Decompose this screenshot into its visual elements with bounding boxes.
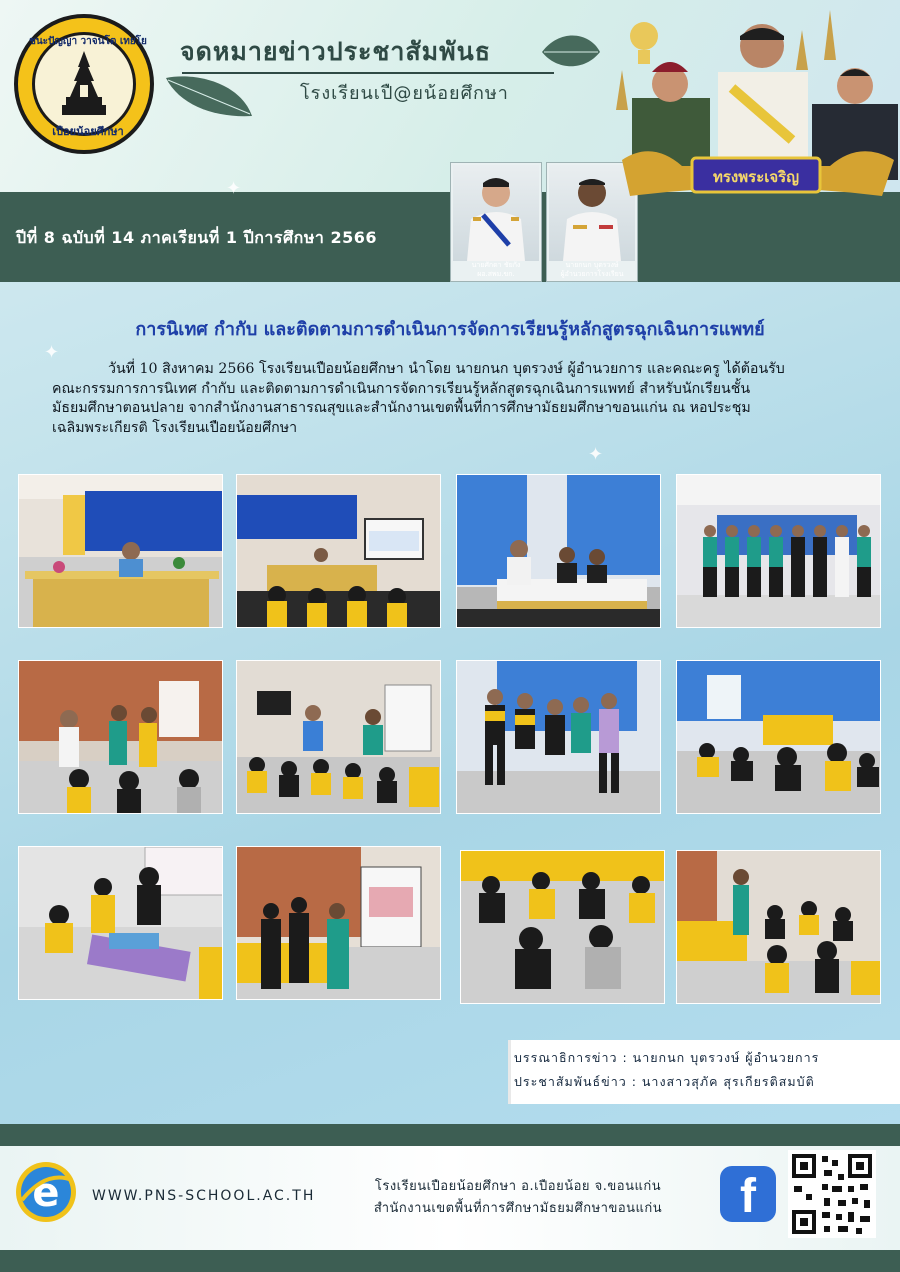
crest-icon bbox=[630, 22, 658, 50]
logo-motto: ชนะปัญญา วาจนโต เทยโย bbox=[29, 36, 147, 47]
royal-portraits-illustration bbox=[612, 0, 900, 200]
web-browser-icon[interactable] bbox=[14, 1160, 78, 1224]
event-photo bbox=[18, 846, 223, 1000]
royal-banner-text: ทรงพระเจริญ bbox=[712, 168, 800, 186]
event-photo bbox=[236, 846, 441, 1000]
article-body-line: วันที่ 10 สิงหาคม 2566 โรงเรียนเปือยน้อยศึกษา นำโดย นายกนก บุตรวงษ์ ผู้อำนวยการ และคณะครู ได้ต้อนรับ bbox=[108, 361, 785, 377]
article-body-line: เฉลิมพระเกียรติ โรงเรียนเปือยน้อยศึกษา bbox=[52, 419, 298, 436]
event-photo bbox=[456, 474, 661, 628]
footer-band bbox=[0, 1250, 900, 1272]
article-body-line: มัธยมศึกษาตอนปลาย จากสำนักงานสาธารณสุขและสำนักงานเขตพื้นที่การศึกษามัธยมศึกษาขอนแก่น ณ หอประชุม bbox=[52, 400, 751, 416]
portrait-caption: นายกนก บุตรวงษ์ ผู้อำนวยการโรงเรียน bbox=[560, 261, 624, 278]
address-line: สำนักงานเขตพื้นที่การศึกษามัธยมศึกษาขอนแก่น bbox=[373, 1201, 663, 1216]
leaf-icon bbox=[164, 72, 254, 120]
address-line: โรงเรียนเปือยน้อยศึกษา อ.เปือยน้อย จ.ขอนแก่น bbox=[374, 1179, 662, 1194]
logo-school-name: เปือยน้อยศึกษา bbox=[52, 125, 124, 138]
qr-code-icon[interactable] bbox=[788, 1150, 876, 1238]
article-body-line: คณะกรรมการการนิเทศ กำกับ และติดตามการดำเนินการจัดการเรียนรู้หลักสูตรฉุกเฉินการแพทย์ สำหรับนักเรียนชั้น bbox=[52, 380, 751, 397]
event-photo bbox=[18, 660, 223, 814]
credit-pr: ประชาสัมพันธ์ข่าว : นางสาวสุภัค สุรเกียรติสมบัติ bbox=[514, 1074, 815, 1089]
school-address bbox=[338, 1176, 698, 1220]
sparkle-icon: ✦ bbox=[588, 444, 604, 465]
footer-band bbox=[0, 1124, 900, 1146]
school-logo bbox=[14, 14, 154, 154]
event-photo bbox=[676, 660, 881, 814]
event-photo bbox=[456, 660, 661, 814]
event-photo bbox=[18, 474, 223, 628]
article-body bbox=[52, 360, 868, 438]
sparkle-icon: ✦ bbox=[226, 178, 242, 199]
svg-text:e: e bbox=[32, 1170, 60, 1216]
newsletter-subtitle: โรงเรียนเปื@ยน้อยศึกษา bbox=[300, 83, 509, 104]
facebook-icon[interactable]: f bbox=[720, 1166, 776, 1222]
event-photo bbox=[236, 474, 441, 628]
portrait-caption: นายศักดา ชัยกัง ผอ.สพม.ขก. bbox=[471, 261, 521, 278]
royal-banner bbox=[612, 0, 900, 200]
portrait-photo bbox=[453, 165, 539, 261]
newsletter-title: จดหมายข่าวประชาสัมพันธ bbox=[180, 37, 491, 66]
leaf-icon bbox=[540, 32, 602, 72]
issue-info: ปีที่ 8 ฉบับที่ 14 ภาคเรียนที่ 1 ปีการศึกษา 2566 bbox=[16, 228, 377, 247]
article-title: การนิเทศ กำกับ และติดตามการดำเนินการจัดการเรียนรู้หลักสูตรฉุกเฉินการแพทย์ bbox=[135, 319, 765, 340]
event-photo bbox=[676, 850, 881, 1004]
event-photo bbox=[460, 850, 665, 1004]
sparkle-icon: ✦ bbox=[44, 342, 60, 363]
credit-editor: บรรณาธิการข่าว : นายกนก บุตรวงษ์ ผู้อำนวยการ bbox=[514, 1050, 820, 1065]
temple-icon bbox=[54, 49, 114, 119]
website-link[interactable]: WWW.PNS-SCHOOL.AC.TH bbox=[92, 1188, 316, 1204]
event-photo bbox=[676, 474, 881, 628]
portrait-director-area bbox=[450, 162, 542, 282]
event-photo bbox=[236, 660, 441, 814]
